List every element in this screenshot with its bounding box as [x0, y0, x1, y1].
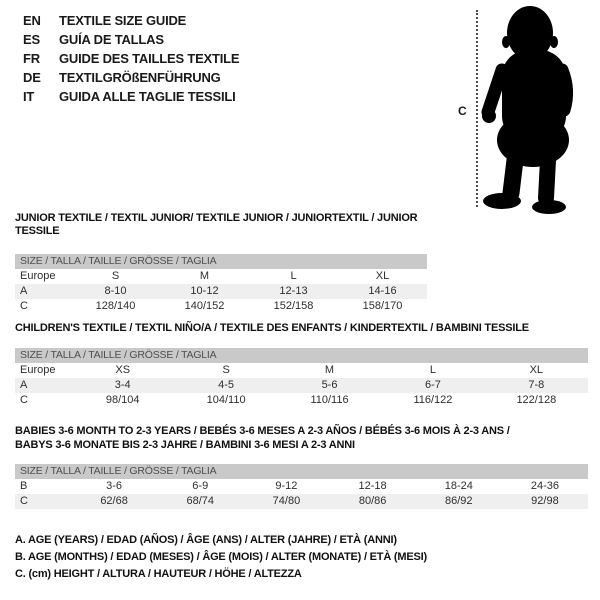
table-cell: L: [290, 270, 297, 282]
table-cell: 152/158: [273, 300, 314, 312]
table-cell: S: [111, 270, 120, 282]
section-title: JUNIOR TEXTILE / TEXTIL JUNIOR/ TEXTILE JUNIOR / JUNIORTEXTIL / JUNIOR TESSILE: [15, 212, 418, 237]
table-cell: 12-18: [358, 480, 387, 492]
lang-code: EN: [23, 13, 41, 28]
height-measure-dotted-line: [476, 10, 478, 207]
legend-line-b: B. AGE (MONTHS) / EDAD (MESES) / ÂGE (MOIS) / ALTER (MONATE) / ETÀ (MESI): [15, 551, 427, 563]
table-cell: 74/80: [272, 495, 301, 507]
lang-code: DE: [23, 70, 41, 85]
lang-code: FR: [23, 51, 40, 66]
table-cell: XL: [375, 270, 390, 282]
table-cell: 158/170: [362, 300, 403, 312]
table-cell: 98/104: [105, 394, 140, 406]
table-row-europe: [15, 269, 427, 284]
junior-textile-section: [15, 212, 427, 314]
table-cell: 6-7: [424, 379, 441, 391]
row-label: C: [20, 394, 28, 406]
table-cell: 4-5: [218, 379, 235, 391]
babies-size-table: [15, 464, 588, 509]
table-cell: 122/128: [516, 394, 557, 406]
table-cell: XS: [115, 364, 131, 376]
lang-label: GUIDA ALLE TAGLIE TESSILI: [59, 89, 236, 104]
figure-measure-label: C: [458, 104, 467, 118]
table-row-c: [15, 393, 588, 408]
table-cell: 6-9: [192, 480, 209, 492]
table-cell: 110/116: [310, 394, 349, 406]
table-size-header: SIZE / TALLA / TAILLE / GRÖSSE / TAGLIA: [15, 254, 427, 269]
table-cell: 80/86: [358, 495, 387, 507]
table-cell: 18-24: [444, 480, 473, 492]
row-label: Europe: [20, 364, 56, 376]
table-row-europe: [15, 363, 588, 378]
childrens-textile-section: [15, 322, 588, 408]
row-label: Europe: [20, 270, 56, 282]
row-label: A: [20, 379, 28, 391]
table-row-a: [15, 284, 427, 299]
table-cell: M: [199, 270, 210, 282]
childrens-size-table: [15, 348, 588, 408]
babies-textile-section: [15, 424, 588, 509]
lang-label: GUIDE DES TAILLES TEXTILE: [59, 51, 240, 66]
baby-figure-block: [452, 0, 600, 216]
table-cell: 9-12: [275, 480, 298, 492]
measurement-legend: [15, 532, 427, 583]
table-cell: L: [429, 364, 436, 376]
lang-code: ES: [23, 32, 40, 47]
table-row-b: [15, 479, 588, 494]
row-label: C: [20, 495, 28, 507]
lang-row-it: [23, 87, 239, 106]
table-cell: 68/74: [186, 495, 215, 507]
section-title: BABIES 3-6 MONTH TO 2-3 YEARS / BEBÉS 3-6 MESES A 2-3 AÑOS / BÉBÉS 3-6 MOIS À 2-3 ANS /: [15, 425, 510, 437]
lang-row-fr: [23, 49, 239, 68]
table-cell: 128/140: [95, 300, 136, 312]
table-cell: M: [324, 364, 335, 376]
row-label: C: [20, 300, 28, 312]
lang-label: TEXTILE SIZE GUIDE: [59, 13, 187, 28]
lang-label: TEXTILGRÖßENFÜHRUNG: [59, 70, 221, 85]
row-label: B: [20, 480, 28, 492]
table-cell: 3-4: [114, 379, 131, 391]
row-label: A: [20, 285, 28, 297]
table-cell: 5-6: [321, 379, 338, 391]
table-size-header: SIZE / TALLA / TAILLE / GRÖSSE / TAGLIA: [15, 348, 588, 363]
table-cell: 7-8: [528, 379, 545, 391]
table-cell: 24-36: [530, 480, 560, 492]
lang-label: GUÍA DE TALLAS: [59, 32, 164, 47]
lang-row-de: [23, 68, 239, 87]
legend-line-c: C. (cm) HEIGHT / ALTURA / HAUTEUR / HÖHE / ALTEZZA: [15, 568, 302, 580]
table-cell: 116/122: [413, 394, 453, 406]
table-cell: 8-10: [104, 285, 127, 297]
table-cell: 10-12: [190, 285, 219, 297]
table-row-c: [15, 299, 427, 314]
table-cell: 86/92: [445, 495, 473, 507]
table-row-c: [15, 494, 588, 509]
lang-code: IT: [23, 89, 35, 104]
table-cell: 92/98: [531, 495, 559, 507]
language-title-block: [23, 11, 239, 106]
table-cell: 14-16: [368, 285, 397, 297]
toddler-silhouette-icon: [480, 2, 598, 214]
table-cell: 62/68: [100, 495, 128, 507]
table-cell: 3-6: [106, 480, 123, 492]
table-cell: 104/110: [206, 394, 246, 406]
section-title: CHILDREN'S TEXTILE / TEXTIL NIÑO/A / TEXTILE DES ENFANTS / KINDERTEXTIL / BAMBINI TESSILE: [15, 322, 529, 334]
legend-line-a: A. AGE (YEARS) / EDAD (AÑOS) / ÂGE (ANS) / ALTER (JAHRE) / ETÀ (ANNI): [15, 534, 397, 546]
table-cell: XL: [529, 364, 544, 376]
lang-row-en: [23, 11, 239, 30]
table-cell: 140/152: [184, 300, 225, 312]
table-row-a: [15, 378, 588, 393]
junior-size-table: [15, 254, 427, 314]
table-cell: 12-13: [279, 285, 308, 297]
table-size-header: SIZE / TALLA / TAILLE / GRÖSSE / TAGLIA: [15, 464, 588, 479]
table-cell: S: [222, 364, 230, 376]
section-title-line2: BABYS 3-6 MONATE BIS 2-3 JAHRE / BAMBINI 3-6 MESI A 2-3 ANNI: [15, 439, 355, 451]
lang-row-es: [23, 30, 239, 49]
